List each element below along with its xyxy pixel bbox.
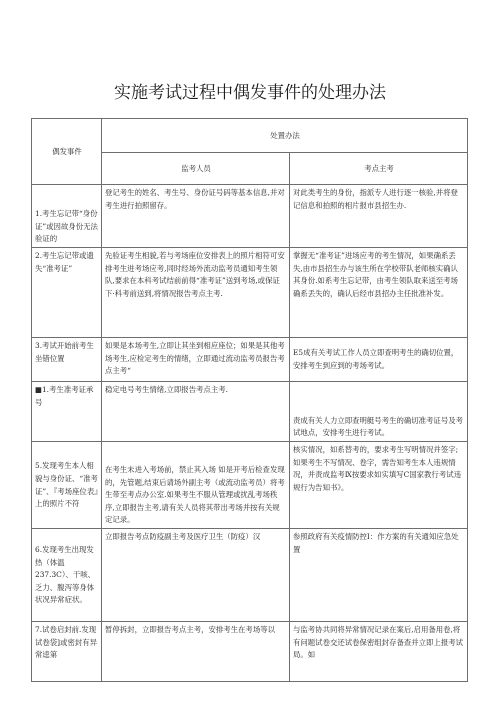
incident-handling-table (31, 118, 468, 682)
head-cell: 参照政府有关疫情防控I：作方案的有关通知应急处置 (290, 529, 468, 622)
document-title: 实施考试过程中偶发事件的处理办法 (114, 83, 386, 103)
head-cell: 核实情况，如系替考的，要求考生写明情况并签字;如果考生不写情况、卷字，需告知考生本人违规情况，并责成监考Ⅸ按要求如实填写C国家教行考试违规行为告知书》。 (290, 442, 468, 529)
table-row (32, 442, 468, 529)
table-row (32, 248, 468, 338)
header-method: 处置办法 (102, 119, 468, 153)
table-row (32, 622, 468, 682)
head-cell: 掌握无“准考证”进场应考的考生情况，如果确系丢失,由市县招生办与该生所在学校带队老师核实确认其身份.如系考生忘记带，由考生领队取来送至考场 确系丢失的，确认后经市县招办主任批准补发。 (290, 248, 468, 338)
head-cell: 与监考协共同将异常情况记录在案后,启用备用卷,将有问题试卷交还试卷保密组封存备查并立即上报考试局。如 (290, 622, 468, 682)
head-cell: 责成有关人力立即查明艇号考生的确切准考证号及考试地点，安排考生进行考试。 (290, 382, 468, 442)
invigilator-cell: 稳定电号考生情绪,立即报告考点主考. (102, 382, 290, 442)
head-cell: E5成有关考试工作人员立即查明考生的确切位置，安排考生到应到的考场考试。 (290, 338, 468, 382)
table-row (32, 338, 468, 382)
event-cell: 5.发现考生本人相貌与身份证、“准考证”、『考场座位表』上的照片不符 (32, 442, 102, 529)
header-event: 偶发事件 (32, 119, 102, 185)
invigilator-cell: 登记考生的姓名、考生号、身份证号码等基本信息,并对考生进行拍照留存。 (102, 185, 290, 248)
header-row-primary (32, 119, 468, 153)
table-row (32, 382, 468, 442)
event-cell: 1.考生忘记带“身份证”或因故身份无法验证的 (32, 185, 102, 248)
invigilator-cell: 先验证考生相貌,若与考场座位安排表上的照片相符可安排考生进考场应考,同时经场外流动监考员通知考生领队,要求在本科考试结前前得“准考证”送到考场,或保证下·科考前送到,将情况报告考点主考. (102, 248, 290, 338)
table-row (32, 185, 468, 248)
event-cell: 3.考试开始前考生坐错位置 (32, 338, 102, 382)
header-exam-site-head: 考点主考 (290, 153, 468, 185)
table-row (32, 529, 468, 622)
invigilator-cell: 暂停拆封，立即报告考点主考，安排考生在考场等以 (102, 622, 290, 682)
invigilator-cell: 立即报告考点防疫副主考及医疗卫生（防疫）汉 (102, 529, 290, 622)
invigilator-cell: 如果是本场考生,立即让其坐到相应座位；如果是其他考场考生,应检定考生的情绪，立即通过流动监考员报告考点主考“ (102, 338, 290, 382)
header-invigilator: 监考人员 (102, 153, 290, 185)
invigilator-cell: 在考生未进入考场前，禁止其入场 如是开考后检查发现的，先管题,结束后请场外副主考（或流动监考员）将考生带至考点办公室.如果考生不服从管理或扰乱考场秩序,立即报告主考,请有关人员将其带出考场并按有关规定记录。 (102, 442, 290, 529)
event-cell: ■1.考生准考证承号 (32, 382, 102, 442)
event-cell: 6.发现考生出现发热（体温237.3C）、干咳、乏力、腹泻等身体状况异常症状。 (32, 529, 102, 622)
head-cell: 对此类考生的身份，指派专人进行逐一核验,并将登记信息和拍照的相片报市县招生办. (290, 185, 468, 248)
event-cell: 7.试卷启封前.发现试卷袋]或密封有异常逵第 (32, 622, 102, 682)
event-cell: 2.考生忘记带或遗失“准考证” (32, 248, 102, 338)
